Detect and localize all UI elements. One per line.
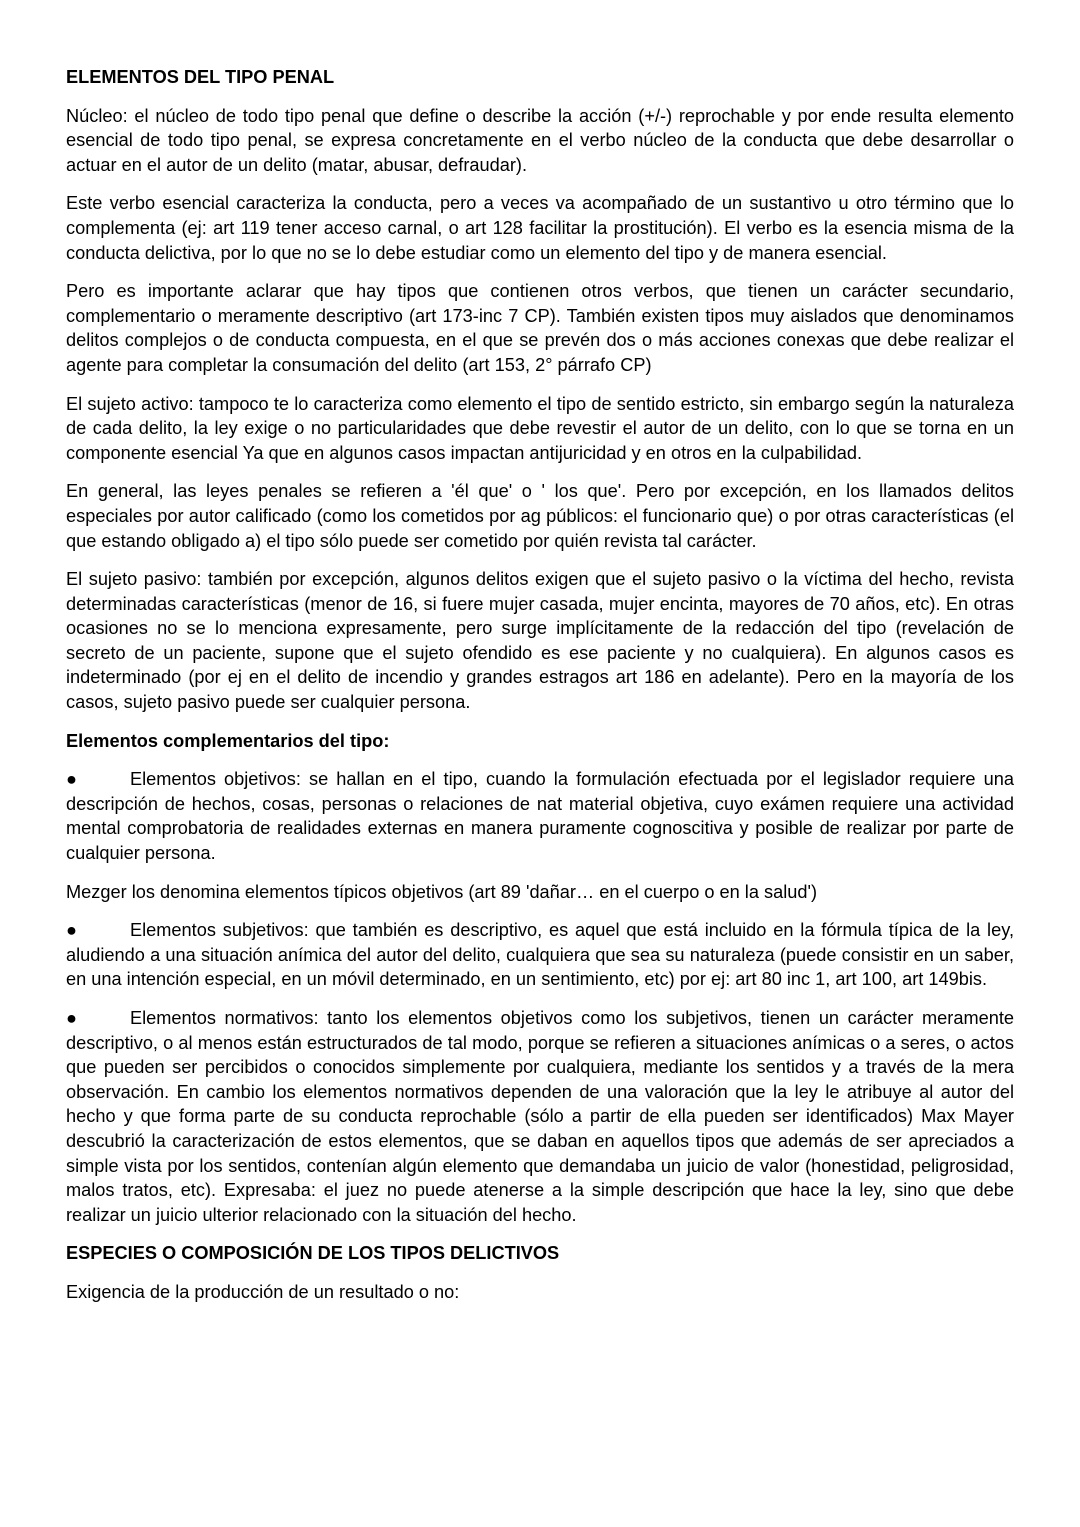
bullet-item-elementos-normativos bbox=[66, 1006, 1014, 1227]
paragraph-sujeto-pasivo: El sujeto pasivo: también por excepción, algunos delitos exigen que el sujeto pasivo o la víctima del hecho, revista determinadas características (menor de 16, si fuere mujer casada, mujer encinta, mayores de 70 años, etc). En otras ocasiones no se lo menciona expresamente, pero surge implícitamente de la redacción del tipo (revelación de secreto de un paciente, supone que el sujeto ofendido es ese paciente y no cualquiera). En algunos casos es indeterminado (por ej en el delito de incendio y grandes estragos art 186 en adelante). Pero en la mayoría de los casos, sujeto pasivo puede ser cualquier persona. bbox=[66, 569, 1014, 713]
paragraph-leyes-penales: En general, las leyes penales se refieren a 'él que' o ' los que'. Pero por excepción, en los llamados delitos especiales por autor calificado (como los cometidos por ag públicos: el funcionario que) o por otras características (el que estando obligado a) el tipo sólo puede ser cometido por quién revista tal carácter. bbox=[66, 481, 1014, 551]
paragraph-exigencia-resultado: Exigencia de la producción de un resultado o no: bbox=[66, 1281, 460, 1302]
document-page bbox=[66, 65, 1014, 1319]
section-heading-especies: ESPECIES O COMPOSICIÓN DE LOS TIPOS DELICTIVOS bbox=[66, 1243, 560, 1264]
paragraph-mezger: Mezger los denomina elementos típicos objetivos (art 89 'dañar… en el cuerpo o en la salud') bbox=[66, 881, 818, 902]
paragraph-nucleo: Núcleo: el núcleo de todo tipo penal que define o describe la acción (+/-) reprochable y por ende resulta elemento esencial de todo tipo penal, se expresa concretamente en el verbo núcleo de la conducta que debe desarrollar o actuar en el autor de un delito (matar, abusar, defraudar). bbox=[66, 105, 1014, 175]
section-heading-elementos-complementarios: Elementos complementarios del tipo: bbox=[66, 730, 390, 751]
bullet-item-elementos-objetivos bbox=[66, 767, 1014, 865]
section-heading-elementos-del-tipo-penal: ELEMENTOS DEL TIPO PENAL bbox=[66, 67, 335, 87]
bullet-icon: ● bbox=[66, 920, 77, 941]
bullet-icon: ● bbox=[66, 769, 77, 790]
paragraph-verbo-esencial: Este verbo esencial caracteriza la conducta, pero a veces va acompañado de un sustantivo u otro término que lo complementa (ej: art 119 tener acceso carnal, o art 128 facilitar la prostitución). El verbo es la esencia misma de la conducta delictiva, por lo que no se lo debe estudiar como un elemento del tipo y de manera esencial. bbox=[66, 193, 1014, 263]
bullet-text: Elementos subjetivos: que también es descriptivo, es aquel que está incluido en la fórmula típica de la ley, aludiendo a una situación anímica del autor del delito, cualquiera que sea su naturaleza (puede consistir en un saber, en una intención especial, en un móvil determinado, en un sentimiento, etc) por ej: art 80 inc 1, art 100, art 149bis. bbox=[66, 920, 1014, 990]
paragraph-otros-verbos: Pero es importante aclarar que hay tipos que contienen otros verbos, que tienen un carácter secundario, complementario o meramente descriptivo (art 173-inc 7 CP). También existen tipos muy aislados que denominamos delitos complejos o de conducta compuesta, en el que se prevén dos o más acciones conexas que debe realizar el agente para completar la consumación del delito (art 153, 2° párrafo CP) bbox=[66, 281, 1014, 375]
paragraph-sujeto-activo: El sujeto activo: tampoco te lo caracteriza como elemento el tipo de sentido estricto, sin embargo según la naturaleza de cada delito, la ley exige o no particularidades que debe revestir el autor de un delito, con lo que se torna en un componente esencial Ya que en algunos casos impactan antijuricidad y en otros en la culpabilidad. bbox=[66, 393, 1014, 463]
bullet-icon: ● bbox=[66, 1008, 77, 1028]
bullet-item-elementos-subjetivos bbox=[66, 918, 1014, 992]
bullet-text: Elementos normativos: tanto los elementos objetivos como los subjetivos, tienen un carácter meramente descriptivo, o al menos están estructurados de tal modo, porque se refieren a situaciones anímicas o a seres, o actos que pueden ser percibidos o conocidos simplemente por cualquiera, mediante los sentidos y a través de la mera observación. En cambio los elementos normativos dependen de una valoración que la ley le atribuye al autor del hecho y que forma parte de su conducta reprochable (sólo a partir de ella pueden ser identificados) Max Mayer descubrió la caracterización de estos elementos, que se daban en aquellos tipos que además de ser apreciados a simple vista por los sentidos, contenían algún elemento que demandaba un juicio de valor (honestidad, peligrosidad, malos tratos, etc). Expresaba: el juez no puede atenerse a la simple descripción que hace la ley, sino que debe realizar un juicio ulterior relacionado con la situación del hecho. bbox=[66, 1008, 1014, 1225]
bullet-text: Elementos objetivos: se hallan en el tipo, cuando la formulación efectuada por el legislador requiere una descripción de hechos, cosas, personas o relaciones de nat material objetiva, cuyo exámen requiere una actividad mental comprobatoria de realidades externas en manera puramente cognoscitiva y posible de realizar por parte de cualquier persona. bbox=[66, 769, 1014, 864]
